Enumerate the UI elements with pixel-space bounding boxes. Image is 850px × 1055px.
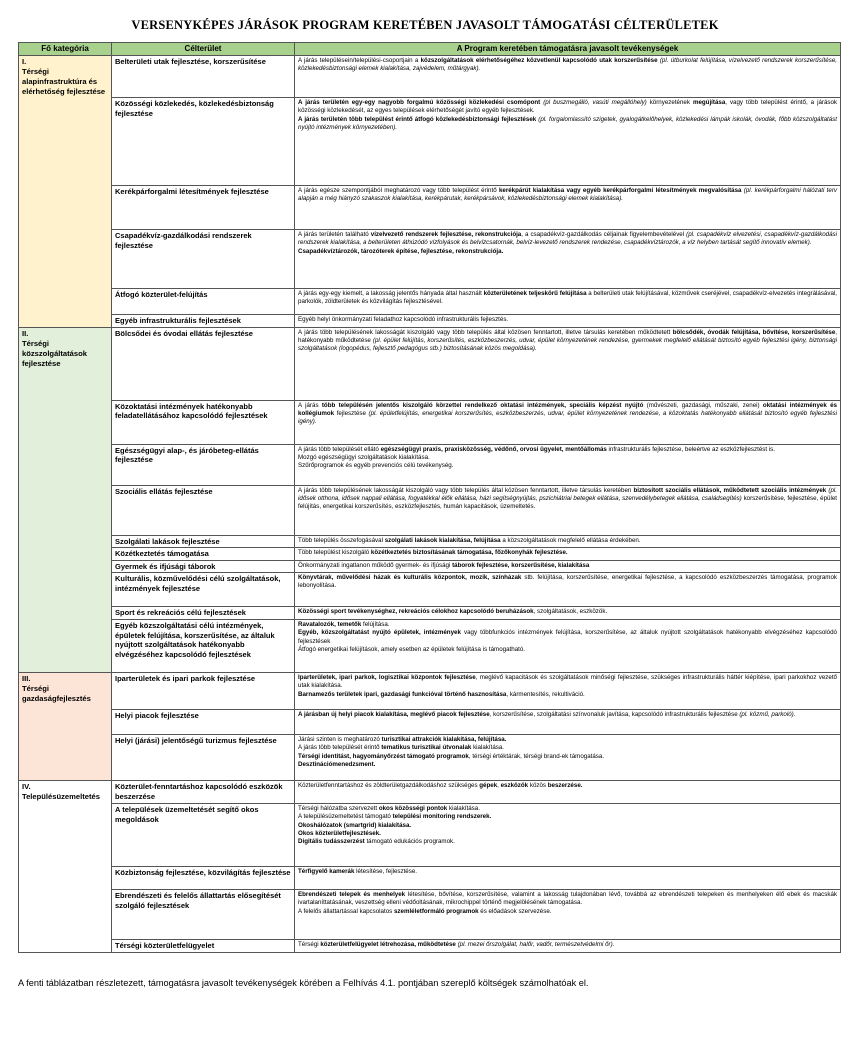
activities-cell xyxy=(295,535,841,548)
activity-text: , szolgáltatások, eszközök. xyxy=(533,608,608,615)
goal-cell: Közoktatási intézmények hatékonyabb feladatellátásához kapcsolódó fejlesztések xyxy=(112,400,295,444)
activity-paragraph xyxy=(298,674,837,691)
activities-cell xyxy=(295,315,841,328)
activity-text: támogató edukációs programok. xyxy=(364,838,455,846)
goal-cell: Szolgálati lakások fejlesztése xyxy=(112,535,295,548)
category-cell xyxy=(19,56,112,328)
activity-text: A járás területén található xyxy=(298,231,371,238)
activity-text: (pl. csapadékvíz elvezetési, csapadékvíz-gazdálkodási rendszerek kialakítása, a belterületen áthúzódó vízfolyások és belvízcsatornák, belvíz-levezető rendszerek rendezése, csapadékvíztározók, a víz helyben tartását segítő innovatív elemek). xyxy=(298,231,837,247)
activities-cell xyxy=(295,940,841,953)
activity-text: A járás több településének lakosságát kiszolgáló vagy több település által közösen fenntartott, illetve társulás keretében xyxy=(298,486,634,494)
activity-paragraph xyxy=(298,805,837,813)
table-row xyxy=(19,735,841,781)
activity-text: A járás területén több települést érintő átfogó közlekedésbiztonsági fejlesztések xyxy=(298,115,537,123)
activity-text: szemléletformáló programok xyxy=(393,907,479,915)
activity-text: kialakítása. xyxy=(471,744,505,752)
activity-paragraph xyxy=(298,822,837,830)
category-number: I. xyxy=(22,57,27,66)
activity-text: Egyéb helyi önkormányzati feladathoz kapcsolódó infrastrukturális fejlesztés. xyxy=(298,316,509,323)
activity-paragraph xyxy=(298,562,837,570)
activity-text: tematikus turisztikai útvonalak xyxy=(381,744,472,752)
activity-text: közétkeztetés biztosításának támogatása, főzőkonyhák fejlesztése. xyxy=(370,549,568,556)
category-number: II. xyxy=(22,328,29,338)
activity-text: (pl. épületfelújítás, energetikai korszerűsítés, eszközbeszerzés, udvar, épület környezetének rendezése, a közoktatás hatékonyabb ellátását biztosító egyéb fejlesztési igény). xyxy=(298,409,837,426)
activity-text: (pl. kerékpárforgalmi hálózati terv alapján a még hiányzó szakaszok kialakítása, kerékpárutak, kerékpársávok, közlekedésbiztonsági elemek kialakítása). xyxy=(298,187,837,203)
activity-text: , a csapadékvíz-gazdálkodás céljainak figyelembevételével xyxy=(521,231,687,238)
activity-text: (pl. épület felújítás, korszerűsítés, eszközbeszerzés, udvar, épület környezetének rendezése, gyermekek megfelelő ellátását biztosító egyéb fejlesztési igény, biztonsági szolgáltatások (logopédus, fejlesztő pedagógus stb.) biztosításának közös megoldása). xyxy=(298,336,837,353)
activity-paragraph xyxy=(298,838,837,846)
category-number: IV. xyxy=(22,782,31,791)
activity-text: A járás egésze szempontjából meghatározó vagy több települést érintő xyxy=(298,187,499,194)
goal-cell: Iparterületek és ipari parkok fejlesztése xyxy=(112,673,295,710)
table-row xyxy=(19,485,841,535)
activity-text: Egyéb, közszolgáltatást nyújtó épületek, intézmények xyxy=(298,629,461,637)
activity-paragraph xyxy=(298,574,837,591)
activity-text: közterületének teljeskörű felújítása xyxy=(483,290,587,297)
activity-paragraph xyxy=(298,941,837,949)
activity-paragraph xyxy=(298,454,837,462)
activity-paragraph xyxy=(298,537,837,545)
activities-cell xyxy=(295,673,841,710)
table-row xyxy=(19,98,841,186)
activities-cell xyxy=(295,230,841,289)
goal-cell: A települések üzemeltetését segítő okos megoldások xyxy=(112,804,295,867)
activity-text: okos közösségi pontok xyxy=(378,805,448,812)
activity-text: szolgálati lakások kialakítása, felújítása xyxy=(384,536,501,544)
goal-cell: Átfogó közterület-felújítás xyxy=(112,289,295,315)
category-name: Térségi gazdaságfejlesztés xyxy=(22,684,91,703)
activity-text: A járás több települését ellátó xyxy=(298,445,381,453)
activity-text: A településüzemeltetést támogató xyxy=(298,813,393,821)
activity-paragraph xyxy=(298,830,837,838)
activity-text: egészségügyi praxis, praxisközösség, védőnő, orvosi ügyelet, mentőállomás xyxy=(380,445,607,453)
table-row xyxy=(19,804,841,867)
activity-text: , hatékonyabb működtetése xyxy=(298,328,838,344)
activity-text: (pl. forgalomlassító szigetek, gyalogátkelőhelyek, közlekedési lámpák iskolák, óvodák, főbb közszolgáltatást nyújtó intézmények környezetében). xyxy=(298,115,837,131)
table-header-row xyxy=(19,43,841,56)
activity-text: Mozgó egészségügyi szolgáltatások kialakítása. xyxy=(298,453,430,461)
activity-text: Átfogó energetikai felújítások, amely esetben az épületek felújítása is támogatható. xyxy=(298,645,526,653)
goal-cell: Térségi közterületfelügyelet xyxy=(112,940,295,953)
activity-text: Közterületfenntartáshoz és zöldterületgazdálkodáshoz szükséges xyxy=(298,782,480,789)
table-row xyxy=(19,289,841,315)
activity-text: , kármentesítés, rekultiváció. xyxy=(506,690,585,698)
activity-paragraph xyxy=(298,868,837,876)
activity-paragraph xyxy=(298,316,837,324)
goal-cell: Bölcsődei és óvodai ellátás fejlesztése xyxy=(112,327,295,400)
activity-paragraph xyxy=(298,549,837,557)
activity-text: bölcsődék, óvodák felújítása, bővítése, korszerűsítése xyxy=(672,328,836,336)
activity-text: kialakítása. xyxy=(447,805,480,812)
activities-cell xyxy=(295,781,841,804)
category-name: Térségi alapinfrastruktúra és elérhetőség fejlesztése xyxy=(22,67,106,96)
activity-text: biztosított szociális ellátások, működtetett szociális intézmények xyxy=(633,486,827,494)
activity-text: A járás több településének lakosságát kiszolgáló vagy több település által közösen fenntartott, illetve társulás keretében működtetett xyxy=(298,328,673,336)
activities-cell xyxy=(295,890,841,940)
activity-text: fejlesztése xyxy=(334,409,369,417)
activity-text: A járásban új helyi piacok kialakítása, meglévő piacok fejlesztése xyxy=(298,711,490,718)
activity-text: , meglévő kapacitások és szolgáltatások minőségi fejlesztése, szükséges infrastrukturális háttér kiépítése, ipari parkokhoz vezető utak kialakítása. xyxy=(298,674,837,690)
activity-text: , vagy több települést érintő, a járások közösségi közlekedését, az egyes települések elérhetőségét javító egyéb fejlesztések. xyxy=(298,99,838,115)
activities-cell xyxy=(295,56,841,98)
activity-text: létesítése, fejlesztése. xyxy=(354,868,418,875)
header-activities: A Program keretében támogatásra javasolt tevékenységek xyxy=(295,43,841,56)
activity-paragraph xyxy=(298,487,837,512)
goal-cell: Belterületi utak fejlesztése, korszerűsítése xyxy=(112,56,295,98)
activity-paragraph xyxy=(298,891,837,908)
activity-text: Több települést kiszolgáló xyxy=(298,549,371,556)
activity-text: eszközök xyxy=(500,782,529,789)
goal-cell: Ebrendészeti és felelős állattartás elősegítését szolgáló fejlesztések xyxy=(112,890,295,940)
activity-paragraph xyxy=(298,753,837,761)
table-row xyxy=(19,56,841,98)
activity-text: Térségi identitást, hagyományőrzést támogató programok xyxy=(298,752,469,760)
table-row xyxy=(19,560,841,573)
activity-text: , xyxy=(497,782,501,789)
activity-paragraph xyxy=(298,116,837,133)
activity-text: A járás egy-egy kiemelt, a lakosság jelentős hányada által használt xyxy=(298,290,484,297)
goal-cell: Közterület-fenntartáshoz kapcsolódó eszközök beszerzése xyxy=(112,781,295,804)
table-row xyxy=(19,548,841,561)
activity-paragraph xyxy=(298,629,837,646)
activities-cell xyxy=(295,560,841,573)
table-row xyxy=(19,186,841,230)
activities-cell xyxy=(295,710,841,735)
activity-text: Iparterületek, ipari parkok, logisztikai központok fejlesztése xyxy=(298,674,476,681)
activity-text: A járás xyxy=(298,401,322,409)
category-cell xyxy=(19,673,112,781)
activity-text: A felelős állattartással kapcsolatos xyxy=(298,907,394,915)
activities-cell xyxy=(295,620,841,673)
activity-text: , korszerűsítése, szolgáltatási színvonaluk javítása, kapcsolódó infrastrukturális fejlesztése xyxy=(489,711,740,718)
activities-cell xyxy=(295,548,841,561)
activity-text: (pl. közmű, parkoló). xyxy=(739,711,796,718)
activity-text: több településén jelentős kiszolgáló körzettel rendelkező oktatási intézmények, speciális képzést nyújtó xyxy=(321,401,644,409)
footer-note: A fenti táblázatban részletezett, támogatásra javasolt tevékenységek körében a Felhívás 4.1. pontjában szereplő költségek számolhatóak el. xyxy=(18,978,589,988)
activity-text: Csapadékvíztározók, tározóterek építése, fejlesztése, rekonstrukciója. xyxy=(298,247,504,255)
activity-text: kerékpárút kialakítása vagy egyéb kerékpárforgalmi létesítmények megvalósítása xyxy=(498,187,742,194)
activity-paragraph xyxy=(298,57,837,74)
table-row xyxy=(19,400,841,444)
activity-paragraph xyxy=(298,813,837,821)
activity-text: a közszolgáltatások megfelelő ellátása érdekében. xyxy=(500,536,641,544)
category-number: III. xyxy=(22,674,31,683)
activity-paragraph xyxy=(298,462,837,470)
activity-text: Közösségi sport tevékenységhez, rekreációs célokhoz kapcsolódó beruházások xyxy=(298,608,534,615)
activity-text: turisztikai attrakciók kialakítása, felújítása. xyxy=(381,736,507,743)
activity-text: beszerzése. xyxy=(547,782,583,789)
activity-text: táborok fejlesztése, korszerűsítése, kialakítása xyxy=(452,561,590,569)
activity-paragraph xyxy=(298,99,837,116)
target-areas-table xyxy=(18,42,841,953)
activities-cell xyxy=(295,444,841,485)
activities-cell xyxy=(295,485,841,535)
activity-paragraph xyxy=(298,761,837,769)
activity-text: (művészeti, gazdasági, műszaki, zenei) xyxy=(643,401,763,409)
activity-text: A járás több települését érintő xyxy=(298,744,382,752)
activity-paragraph xyxy=(298,608,837,616)
table-row xyxy=(19,607,841,620)
table-row xyxy=(19,444,841,485)
activity-paragraph xyxy=(298,711,837,719)
table-row xyxy=(19,230,841,289)
table-row xyxy=(19,535,841,548)
goal-cell: Szociális ellátás fejlesztése xyxy=(112,485,295,535)
goal-cell: Gyermek és ifjúsági táborok xyxy=(112,560,295,573)
activity-text: megújítása xyxy=(692,99,726,106)
activities-cell xyxy=(295,573,841,607)
goal-cell: Helyi piacok fejlesztése xyxy=(112,710,295,735)
activity-text: Könyvtárak, művelődési házak és kulturális központok, mozik, színházak xyxy=(298,574,522,581)
activity-text: települési monitoring rendszerek. xyxy=(392,813,492,821)
goal-cell: Közbiztonság fejlesztése, közvilágítás fejlesztése xyxy=(112,867,295,890)
activity-text: vagy többfunkciós intézmények felújítása, korszerűsítése, az általuk nyújtott szolgáltatások hatékonyabb elvégzéséhez kapcsolódó fejlesztések xyxy=(298,629,837,645)
activity-text: közterületfelügyelet létrehozása, működtetése xyxy=(320,941,456,948)
activities-cell xyxy=(295,327,841,400)
table-row xyxy=(19,573,841,607)
table-row xyxy=(19,327,841,400)
activity-text: közös xyxy=(528,782,548,789)
activities-cell xyxy=(295,607,841,620)
goal-cell: Közösségi közlekedés, közlekedésbiztonság fejlesztése xyxy=(112,98,295,186)
table-row xyxy=(19,867,841,890)
activity-paragraph xyxy=(298,248,837,256)
activity-paragraph xyxy=(298,782,837,790)
table-row xyxy=(19,315,841,328)
page-title: VERSENYKÉPES JÁRÁSOK PROGRAM KERETÉBEN JAVASOLT TÁMOGATÁSI CÉLTERÜLETEK xyxy=(131,18,719,32)
table-row xyxy=(19,673,841,710)
goal-cell: Közétkeztetés támogatása xyxy=(112,548,295,561)
category-cell xyxy=(19,781,112,953)
activity-paragraph xyxy=(298,744,837,752)
activity-text: oktatási intézmények és kollégiumok xyxy=(298,401,838,417)
activity-text: Desztinációmenedzsment. xyxy=(298,760,376,768)
goal-cell: Helyi (járási) jelentőségű turizmus fejlesztése xyxy=(112,735,295,781)
activity-paragraph xyxy=(298,691,837,699)
activity-text: létesítése, bővítése, korszerűsítése, valamint a lakosság tulajdonában lévő, továbbá az ebrendészeti telepeken és menhelyeken élő ebek és macskák ivartalaníttatásának, veszettség elleni védőoltásának, mikrochippel történő megjelölésének támogatása. xyxy=(298,891,837,907)
goal-cell: Sport és rekreációs célú fejlesztések xyxy=(112,607,295,620)
activities-cell xyxy=(295,867,841,890)
activity-text: a belterületi utak felújításával, közművek cseréjével, csapadékvíz-elvezetés integrálásával, parkolók, zöldterületek és közvilágítás fejlesztésével. xyxy=(298,290,837,306)
goal-cell: Kulturális, közművelődési célú szolgáltatások, intézmények fejlesztése xyxy=(112,573,295,607)
activity-text: (pl. útburkolat felújítása, vízelvezető rendszerek korszerűsítése, közlekedésbiztonsági elemek kialakítása, zajvédelem, műtárgyak). xyxy=(298,57,837,73)
table-row xyxy=(19,620,841,673)
activity-text: infrastrukturális fejlesztése, beleértve az eszközfejlesztést is. xyxy=(606,445,775,453)
category-name: Településüzemeltetés xyxy=(22,792,100,801)
activities-cell xyxy=(295,289,841,315)
table-body xyxy=(19,56,841,953)
activity-text: Ravatalozók, temetők xyxy=(298,621,362,628)
activity-text: Térségi xyxy=(298,941,321,948)
activities-cell xyxy=(295,804,841,867)
activity-text: gépek xyxy=(479,782,498,789)
activity-paragraph xyxy=(298,736,837,744)
activity-paragraph xyxy=(298,908,837,916)
activity-text: stb. felújítása, korszerűsítése, energetikai fejlesztése, a kapcsolódó eszközbeszerzés támogatása, programok lebonyolítása. xyxy=(298,574,837,590)
goal-cell: Egyéb közszolgáltatási célú intézmények, épületek felújítása, korszerűsítése, az általuk nyújtott szolgáltatások hatékonyabb elvégzéséhez kapcsolódó fejlesztések xyxy=(112,620,295,673)
table-row xyxy=(19,710,841,735)
table-row xyxy=(19,781,841,804)
category-name: Térségi közszolgáltatások fejlesztése xyxy=(22,338,87,368)
activity-text: Okoshálózatok (smartgrid) kialakítása. xyxy=(298,821,412,829)
activity-paragraph xyxy=(298,402,837,427)
table-row xyxy=(19,890,841,940)
activity-paragraph xyxy=(298,231,837,248)
activity-text: Önkormányzati ingatlanon működő gyermek- és ifjúsági xyxy=(298,561,453,569)
activities-cell xyxy=(295,400,841,444)
activities-cell xyxy=(295,186,841,230)
activity-text: , térségi értéktárak, térségi brand-ek támogatása. xyxy=(468,752,605,760)
activity-text: Térfigyelő kamerák xyxy=(298,868,355,875)
activity-text: Ebrendészeti telepek és menhelyek xyxy=(298,891,406,898)
header-category: Fő kategória xyxy=(19,43,112,56)
activity-paragraph xyxy=(298,646,837,654)
activity-paragraph xyxy=(298,446,837,454)
activity-text: A járás településein/települési-csoportjain a xyxy=(298,57,421,64)
activity-text: Barnamezős területek ipari, gazdasági funkcióval történő hasznosítása xyxy=(298,690,507,698)
activity-text: korszerűsítése, fejlesztése, épület felújítás, energetikai korszerűsítés, eszközfejlesztés, humán kapacitások, üzemeltetés. xyxy=(298,494,838,511)
activity-text: A járás területén egy-egy nagyobb forgalmú közösségi közlekedési csomópont xyxy=(298,99,541,106)
goal-cell: Egészségügyi alap-, és járóbeteg-ellátás fejlesztése xyxy=(112,444,295,485)
activity-paragraph xyxy=(298,329,837,354)
activity-text: közszolgáltatások elérhetőségéhez közvetlenül kapcsolódó utak korszerűsítése xyxy=(420,57,658,64)
activity-paragraph xyxy=(298,187,837,204)
activity-text: Digitális tudásszerzést xyxy=(298,838,365,846)
activities-cell xyxy=(295,735,841,781)
activity-text: Járási szinten is meghatározó xyxy=(298,736,382,743)
activity-text: (pl buszmegálló, vasúti megállóhely) xyxy=(543,99,647,106)
goal-cell: Csapadékvíz-gazdálkodási rendszerek fejlesztése xyxy=(112,230,295,289)
activity-paragraph xyxy=(298,621,837,629)
goal-cell: Kerékpárforgalmi létesítmények fejlesztése xyxy=(112,186,295,230)
category-cell xyxy=(19,327,112,673)
activity-text: (pl. mezei őrszolgálat, halőr, vadőr, természetvédelmi őr). xyxy=(457,941,615,948)
table-row xyxy=(19,940,841,953)
activity-text: (pl. idősek otthona, idősek nappali ellátása, fogyatékkal élők ellátása, házi segítségnyújtás, pszichiátriai betegek ellátása, szenvedélybetegek ellátása, családsegítés) xyxy=(298,486,837,502)
activity-text: Okos közterületfejlesztések. xyxy=(298,829,381,837)
goal-cell: Egyéb infrastrukturális fejlesztések xyxy=(112,315,295,328)
activity-paragraph xyxy=(298,290,837,307)
activity-text: Térségi hálózatba szervezett xyxy=(298,805,379,812)
activity-text: felújítása. xyxy=(361,621,390,628)
activities-cell xyxy=(295,98,841,186)
activity-text: környezetének xyxy=(646,99,693,106)
activity-text: Több település összefogásával xyxy=(298,536,385,544)
activity-text: és előadások szervezése. xyxy=(478,907,552,915)
header-goal: Célterület xyxy=(112,43,295,56)
activity-text: Szűrőprogramok és egyéb prevenciós célú tevékenység. xyxy=(298,462,454,470)
activity-text: vízelvezető rendszerek fejlesztése, rekonstrukciója xyxy=(370,231,522,238)
